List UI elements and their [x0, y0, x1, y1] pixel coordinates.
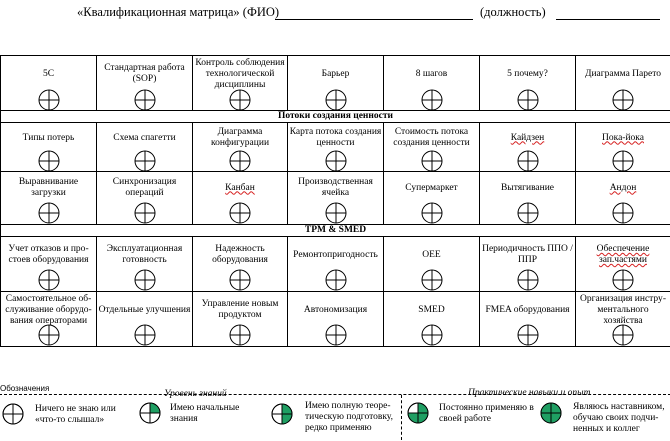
skill-level-circle-icon[interactable] [612, 202, 634, 224]
skill-cell[interactable] [1, 123, 97, 172]
skill-cell[interactable] [1, 237, 97, 292]
skill-cell[interactable] [97, 172, 193, 225]
skill-level-circle-icon[interactable] [229, 150, 251, 172]
skill-level-circle-icon[interactable] [134, 89, 156, 111]
skill-cell[interactable] [97, 123, 193, 172]
skill-level-circle-icon[interactable] [421, 89, 443, 111]
skill-level-circle-icon[interactable] [38, 324, 60, 346]
skill-label: Канбан [194, 172, 286, 204]
skill-cell[interactable] [384, 237, 480, 292]
skill-level-circle-icon[interactable] [134, 202, 156, 224]
skill-label: Учет отказов и простоев оборудования [2, 237, 95, 273]
legend-item-1: Имею начальные знания [170, 403, 250, 425]
skill-cell[interactable] [480, 237, 576, 292]
skill-label: Карта потока создания ценности [289, 123, 382, 153]
skill-level-circle-icon[interactable] [612, 89, 634, 111]
level-full-icon [540, 402, 562, 424]
skill-cell[interactable] [288, 237, 384, 292]
skill-label: Самостоятельное обслуживание оборудования операторами [2, 292, 95, 328]
skill-cell[interactable] [576, 237, 670, 292]
skill-label: Ремонтопригодность [289, 237, 382, 273]
skill-cell[interactable] [193, 292, 288, 347]
legend-group-knowledge: Уровень знаний [164, 389, 227, 399]
skill-cell[interactable] [288, 172, 384, 225]
skill-label: Синхронизация операций [98, 172, 191, 204]
skill-level-circle-icon[interactable] [517, 269, 539, 291]
skill-cell[interactable] [193, 56, 288, 111]
skill-cell[interactable] [288, 292, 384, 347]
skill-level-circle-icon[interactable] [612, 269, 634, 291]
skill-level-circle-icon[interactable] [134, 269, 156, 291]
legend-title: Обозначения [0, 384, 49, 393]
skill-cell[interactable] [97, 56, 193, 111]
skill-label: Кайдзен [481, 123, 574, 153]
legend-item-0: Ничего не знаю или «что-то слышал» [35, 404, 131, 426]
skill-cell[interactable] [480, 123, 576, 172]
skill-level-circle-icon[interactable] [421, 150, 443, 172]
skill-label: Типы потерь [2, 123, 95, 153]
skill-level-circle-icon[interactable] [325, 202, 347, 224]
legend-item-4: Являюсь наставником, обучаю своих подчиненных и коллег [573, 402, 670, 435]
role-label: (должность) [480, 5, 546, 20]
skill-cell[interactable] [288, 123, 384, 172]
skill-level-circle-icon[interactable] [38, 150, 60, 172]
skill-label: Схема спагетти [98, 123, 191, 153]
skill-cell[interactable] [97, 292, 193, 347]
skill-level-circle-icon[interactable] [325, 324, 347, 346]
skill-level-circle-icon[interactable] [325, 150, 347, 172]
title-text: «Квалификационная матрица» (ФИО) [77, 5, 279, 20]
skill-level-circle-icon[interactable] [325, 89, 347, 111]
skill-cell[interactable] [288, 56, 384, 111]
skill-label: Управление новым продуктом [194, 292, 286, 328]
skill-label: Пока-йока [577, 123, 669, 153]
skill-cell[interactable] [384, 172, 480, 225]
skill-cell[interactable] [97, 237, 193, 292]
skill-cell[interactable] [193, 172, 288, 225]
skill-cell[interactable] [576, 56, 670, 111]
skill-level-circle-icon[interactable] [421, 269, 443, 291]
skill-level-circle-icon[interactable] [517, 89, 539, 111]
skill-label: Организация инструментального хозяйства [577, 292, 669, 328]
skill-label: Контроль соблюдения технологической дисциплины [194, 56, 286, 92]
skill-level-circle-icon[interactable] [38, 202, 60, 224]
skill-label: OEE [385, 237, 478, 273]
legend-group-practice: Практические навыки и опыт [468, 388, 590, 398]
skill-level-circle-icon[interactable] [612, 324, 634, 346]
level-empty-icon [2, 403, 24, 425]
skill-label: SMED [385, 292, 478, 328]
skill-label: Вытягивание [481, 172, 574, 204]
skill-label: Надежность оборудования [194, 237, 286, 273]
skill-label: Андон [577, 172, 669, 204]
name-fill-line [275, 19, 473, 20]
skill-cell[interactable] [480, 56, 576, 111]
skill-level-circle-icon[interactable] [517, 202, 539, 224]
skill-label: Диаграмма Парето [577, 56, 669, 92]
skill-level-circle-icon[interactable] [229, 202, 251, 224]
skill-label: Отдельные улучшения [98, 292, 191, 328]
skill-level-circle-icon[interactable] [517, 150, 539, 172]
skill-level-circle-icon[interactable] [421, 202, 443, 224]
skill-label: 5С [2, 56, 95, 92]
skill-label: Диаграмма конфигурации [194, 123, 286, 153]
skill-level-circle-icon[interactable] [517, 324, 539, 346]
skill-level-circle-icon[interactable] [38, 89, 60, 111]
skill-cell[interactable] [1, 56, 97, 111]
skill-cell[interactable] [480, 172, 576, 225]
skill-level-circle-icon[interactable] [229, 324, 251, 346]
skill-cell[interactable] [576, 172, 670, 225]
skill-level-circle-icon[interactable] [325, 269, 347, 291]
skill-level-circle-icon[interactable] [134, 150, 156, 172]
skill-cell[interactable] [193, 237, 288, 292]
skill-level-circle-icon[interactable] [134, 324, 156, 346]
legend-item-3: Постоянно применяю в своей работе [439, 403, 537, 425]
legend-item-2: Имею полную теоретическую подготовку, редко применяю [305, 401, 405, 434]
section-header: TPM & SMED [1, 225, 670, 237]
skill-level-circle-icon[interactable] [612, 150, 634, 172]
skill-level-circle-icon[interactable] [229, 89, 251, 111]
skill-label: Обеспечение зап.частями [577, 237, 669, 273]
skill-cell[interactable] [384, 123, 480, 172]
legend [0, 384, 670, 440]
skill-label: Выравнивание загрузки [2, 172, 95, 204]
skill-label: Стоимость потока создания ценности [385, 123, 478, 153]
level-quarter-icon [139, 402, 161, 424]
skill-cell[interactable] [1, 292, 97, 347]
skill-label: Производственная ячейка [289, 172, 382, 204]
matrix-title [0, 5, 670, 23]
skill-cell[interactable] [576, 123, 670, 172]
skill-cell[interactable] [193, 123, 288, 172]
skill-label: Барьер [289, 56, 382, 92]
skill-label: 8 шагов [385, 56, 478, 92]
skill-label: FMEA оборудования [481, 292, 574, 328]
skill-label: Эксплуатационная готовность [98, 237, 191, 273]
skill-label: 5 почему? [481, 56, 574, 92]
skill-cell[interactable] [576, 292, 670, 347]
skill-cell[interactable] [384, 292, 480, 347]
skill-cell[interactable] [1, 172, 97, 225]
role-fill-line [556, 19, 660, 20]
skill-label: Супермаркет [385, 172, 478, 204]
section-header: Потоки создания ценности [1, 111, 670, 123]
skill-label: Автономизация [289, 292, 382, 328]
level-half-icon [271, 403, 293, 425]
level-three-quarter-icon [407, 402, 429, 424]
qualification-matrix-table [0, 55, 670, 347]
skill-label: Стандартная работа (SOP) [98, 56, 191, 92]
skill-level-circle-icon[interactable] [421, 324, 443, 346]
skill-cell[interactable] [480, 292, 576, 347]
skill-level-circle-icon[interactable] [38, 269, 60, 291]
skill-label: Периодичность ППО / ППР [481, 237, 574, 273]
skill-cell[interactable] [384, 56, 480, 111]
skill-level-circle-icon[interactable] [229, 269, 251, 291]
